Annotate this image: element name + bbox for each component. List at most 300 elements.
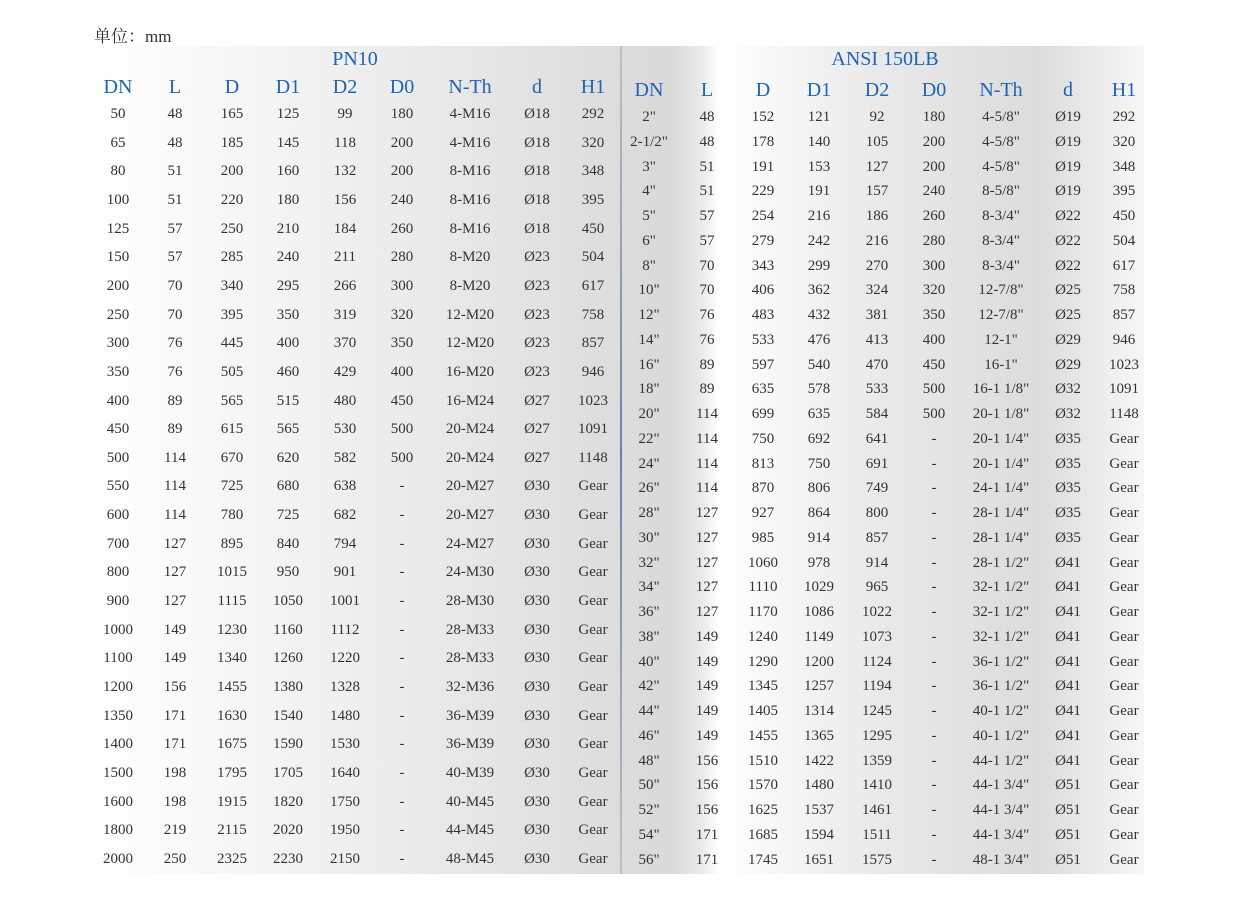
ansi150-cell: 1359 bbox=[862, 752, 892, 769]
ansi150-cell: 927 bbox=[751, 505, 775, 521]
pn10-cell: Gear bbox=[578, 564, 608, 581]
pn10-cell: 198 bbox=[163, 764, 187, 781]
pn10-cell: 1500 bbox=[103, 764, 133, 781]
ansi150-cell: 1745 bbox=[748, 851, 778, 868]
pn10-cell: 1795 bbox=[217, 764, 247, 781]
ansi150-cell: 1245 bbox=[862, 703, 892, 719]
pn10-cell: Ø30 bbox=[524, 822, 550, 839]
pn10-cell: 8-M16 bbox=[449, 163, 491, 180]
pn10-cell: 32-M36 bbox=[445, 679, 495, 695]
pn10-cell: Gear bbox=[578, 822, 608, 839]
ansi150-cell: 1290 bbox=[748, 653, 778, 670]
pn10-cell: 89 bbox=[167, 392, 183, 409]
ansi150-cell: 1455 bbox=[748, 727, 778, 744]
ansi150-cell: Ø41 bbox=[1055, 678, 1081, 695]
pn10-cell: - bbox=[399, 679, 405, 695]
ansi150-cell: 28-1 1/2" bbox=[972, 554, 1030, 571]
ansi150-cell: 40-1 1/2" bbox=[972, 727, 1030, 744]
pn10-cell: Gear bbox=[578, 707, 608, 724]
pn10-cell: 127 bbox=[163, 593, 187, 610]
ansi150-cell: 40-1 1/2" bbox=[972, 703, 1030, 719]
pn10-cell: 680 bbox=[276, 478, 300, 495]
pn10-cell: 946 bbox=[581, 363, 605, 380]
ansi150-cell: Ø41 bbox=[1055, 752, 1081, 769]
pn10-cell: 1200 bbox=[103, 679, 133, 695]
ansi150-cell: 12-7/8" bbox=[978, 282, 1024, 299]
pn10-cell: 615 bbox=[220, 421, 244, 438]
ansi150-cell: 229 bbox=[751, 183, 775, 200]
ansi150-cell: 692 bbox=[807, 430, 831, 447]
pn10-cell: Ø18 bbox=[524, 191, 550, 208]
ansi150-cell: 57 bbox=[699, 208, 715, 224]
ansi150-cell: 699 bbox=[751, 406, 775, 422]
ansi150-cell: 240 bbox=[922, 183, 946, 200]
ansi150-cell: Gear bbox=[1109, 703, 1139, 719]
pn10-cell: 320 bbox=[581, 134, 605, 151]
section-divider bbox=[620, 46, 622, 874]
pn10-cell: 725 bbox=[220, 478, 244, 495]
ansi150-cell: - bbox=[931, 752, 937, 769]
pn10-cell: 48 bbox=[167, 106, 183, 122]
ansi150-cell: 1651 bbox=[804, 851, 834, 868]
pn10-cell: 24-M30 bbox=[445, 564, 495, 581]
pn10-cell: 1750 bbox=[330, 793, 360, 810]
ansi150-cell: 1022 bbox=[862, 604, 892, 620]
ansi150-cell: 171 bbox=[695, 851, 719, 868]
ansi150-cell: 4-5/8" bbox=[982, 133, 1020, 150]
pn10-cell: 530 bbox=[333, 421, 357, 438]
pn10-cell: 857 bbox=[581, 335, 605, 352]
ansi150-cell: 14" bbox=[638, 331, 660, 348]
ansi150-cell: 1575 bbox=[862, 851, 892, 868]
pn10-cell: - bbox=[399, 535, 405, 552]
ansi150-cell: Ø41 bbox=[1055, 554, 1081, 571]
pn10-cell: 1148 bbox=[578, 449, 608, 466]
pn10-cell: Ø30 bbox=[524, 850, 550, 867]
ansi150-cell: 1594 bbox=[804, 826, 834, 843]
ansi150-cell: Gear bbox=[1109, 455, 1139, 472]
ansi150-cell: 56" bbox=[638, 851, 660, 868]
pn10-cell: 950 bbox=[276, 564, 300, 581]
ansi150-cell: 857 bbox=[865, 529, 889, 546]
pn10-cell: 1100 bbox=[103, 650, 133, 667]
pn10-cell: 2000 bbox=[103, 850, 133, 867]
pn10-cell: 1160 bbox=[273, 621, 303, 638]
pn10-cell: 16-M24 bbox=[445, 392, 495, 409]
pn10-cell: 1112 bbox=[330, 621, 360, 638]
ansi150-title: ANSI 150LB bbox=[831, 48, 939, 70]
ansi150-cell: 280 bbox=[922, 232, 946, 249]
unit-label: 单位：mm bbox=[94, 27, 172, 46]
ansi150-cell: Ø41 bbox=[1055, 604, 1081, 620]
pn10-cell: 89 bbox=[167, 421, 183, 438]
ansi150-cell: 57 bbox=[699, 232, 715, 249]
pn10-cell: Ø30 bbox=[524, 621, 550, 638]
ansi150-cell: Gear bbox=[1109, 554, 1139, 571]
ansi150-cell: Ø51 bbox=[1055, 802, 1081, 818]
pn10-cell: 445 bbox=[220, 335, 244, 352]
ansi150-cell: 114 bbox=[696, 430, 718, 447]
pn10-cell: 1001 bbox=[330, 593, 360, 610]
ansi150-cell: 348 bbox=[1112, 158, 1136, 175]
ansi150-cell: 48 bbox=[699, 109, 715, 125]
pn10-cell: 2020 bbox=[273, 822, 303, 839]
ansi150-cell: 8-3/4" bbox=[982, 208, 1020, 224]
pn10-header-d2: D2 bbox=[332, 76, 358, 98]
pn10-cell: Ø30 bbox=[524, 679, 550, 695]
pn10-cell: 1400 bbox=[103, 736, 133, 753]
pn10-cell: 1630 bbox=[217, 707, 247, 724]
pn10-cell: 1705 bbox=[273, 764, 303, 781]
ansi150-cell: 1257 bbox=[804, 678, 834, 695]
ansi150-header-h1: H1 bbox=[1111, 79, 1137, 101]
ansi150-cell: 89 bbox=[699, 381, 715, 398]
pn10-cell: 1091 bbox=[578, 421, 608, 438]
pn10-cell: 1380 bbox=[273, 679, 303, 695]
ansi150-cell: 1461 bbox=[862, 802, 892, 818]
pn10-cell: 348 bbox=[581, 163, 605, 180]
pn10-cell: - bbox=[399, 793, 405, 810]
ansi150-cell: 18" bbox=[638, 381, 660, 398]
pn10-cell: 76 bbox=[167, 335, 183, 352]
ansi150-cell: 1200 bbox=[804, 653, 834, 670]
pn10-cell: Gear bbox=[578, 764, 608, 781]
ansi150-cell: 76 bbox=[699, 331, 715, 348]
ansi150-cell: 1149 bbox=[804, 628, 834, 645]
pn10-cell: 700 bbox=[106, 535, 130, 552]
ansi150-cell: 400 bbox=[922, 331, 946, 348]
ansi150-cell: 270 bbox=[865, 257, 889, 274]
pn10-cell: Gear bbox=[578, 535, 608, 552]
ansi150-cell: 1170 bbox=[748, 604, 778, 620]
ansi150-cell: 985 bbox=[751, 529, 775, 546]
ansi150-cell: Ø19 bbox=[1055, 133, 1081, 150]
ansi150-cell: 156 bbox=[695, 802, 719, 818]
pn10-cell: 149 bbox=[163, 650, 187, 667]
ansi150-cell: 749 bbox=[865, 480, 889, 497]
ansi150-cell: Gear bbox=[1109, 579, 1139, 596]
ansi150-cell: 44" bbox=[638, 703, 660, 719]
ansi150-cell: Gear bbox=[1109, 529, 1139, 546]
pn10-cell: 48-M45 bbox=[445, 850, 495, 867]
pn10-cell: 292 bbox=[581, 106, 605, 122]
pn10-cell: - bbox=[399, 764, 405, 781]
pn10-cell: 2115 bbox=[217, 822, 247, 839]
ansi150-cell: 52" bbox=[638, 802, 660, 818]
ansi150-cell: 2" bbox=[642, 109, 656, 125]
pn10-header-dn: DN bbox=[103, 76, 133, 98]
ansi150-cell: 20-1 1/8" bbox=[972, 406, 1030, 422]
pn10-cell: Gear bbox=[578, 793, 608, 810]
ansi150-cell: Ø51 bbox=[1055, 826, 1081, 843]
pn10-cell: 2230 bbox=[273, 850, 303, 867]
ansi150-cell: 114 bbox=[696, 406, 718, 422]
pn10-cell: Ø23 bbox=[524, 277, 550, 294]
pn10-cell: 149 bbox=[163, 621, 187, 638]
ansi150-cell: 152 bbox=[751, 109, 775, 125]
ansi150-cell: 540 bbox=[807, 356, 831, 373]
ansi150-cell: 242 bbox=[807, 232, 831, 249]
pn10-header-d1: D1 bbox=[275, 76, 301, 98]
pn10-cell: 450 bbox=[581, 220, 605, 237]
pn10-cell: 505 bbox=[220, 363, 244, 380]
ansi150-cell: 260 bbox=[922, 208, 946, 224]
pn10-cell: 145 bbox=[276, 134, 300, 151]
pn10-cell: 240 bbox=[390, 191, 414, 208]
ansi150-cell: - bbox=[931, 678, 937, 695]
ansi150-cell: 1345 bbox=[748, 678, 778, 695]
pn10-cell: 16-M20 bbox=[445, 363, 495, 380]
pn10-cell: 12-M20 bbox=[445, 335, 495, 352]
ansi150-cell: - bbox=[931, 579, 937, 596]
ansi150-cell: 1240 bbox=[748, 628, 778, 645]
ansi150-cell: Ø19 bbox=[1055, 109, 1081, 125]
pn10-cell: 300 bbox=[106, 335, 130, 352]
pn10-cell: 565 bbox=[276, 421, 300, 438]
pn10-cell: 51 bbox=[167, 163, 183, 180]
pn10-cell: 8-M16 bbox=[449, 191, 491, 208]
pn10-cell: 500 bbox=[390, 421, 414, 438]
ansi150-cell: 12-1" bbox=[984, 331, 1018, 348]
ansi150-cell: 149 bbox=[695, 653, 719, 670]
ansi150-cell: Ø25 bbox=[1055, 282, 1081, 299]
ansi150-cell: 3" bbox=[642, 158, 656, 175]
ansi150-cell: 381 bbox=[865, 307, 889, 323]
pn10-cell: 99 bbox=[337, 106, 353, 122]
pn10-cell: Ø30 bbox=[524, 564, 550, 581]
ansi150-cell: 32-1 1/2" bbox=[972, 628, 1030, 645]
ansi150-cell: 635 bbox=[807, 406, 831, 422]
ansi150-cell: 1060 bbox=[748, 554, 778, 571]
ansi150-cell: 1148 bbox=[1109, 406, 1139, 422]
ansi150-cell: 42" bbox=[638, 678, 660, 695]
pn10-cell: 1015 bbox=[217, 564, 247, 581]
pn10-cell: 200 bbox=[390, 134, 414, 151]
pn10-cell: 400 bbox=[276, 335, 300, 352]
ansi150-header-d: d bbox=[1063, 79, 1073, 101]
ansi150-cell: 800 bbox=[865, 505, 889, 521]
ansi150-cell: Ø51 bbox=[1055, 851, 1081, 868]
pn10-cell: 28-M33 bbox=[445, 621, 495, 638]
ansi150-cell: 864 bbox=[807, 505, 831, 521]
pn10-cell: 670 bbox=[220, 449, 244, 466]
ansi150-cell: 36" bbox=[638, 604, 660, 620]
ansi150-cell: 1625 bbox=[748, 802, 778, 818]
ansi150-cell: 500 bbox=[922, 406, 946, 422]
pn10-header-d: d bbox=[532, 76, 542, 98]
pn10-cell: 160 bbox=[276, 163, 300, 180]
ansi150-cell: - bbox=[931, 727, 937, 744]
ansi150-cell: 44-1 1/2" bbox=[972, 752, 1030, 769]
ansi150-cell: 578 bbox=[807, 381, 831, 398]
ansi150-cell: 476 bbox=[807, 331, 831, 348]
ansi150-cell: 750 bbox=[751, 430, 775, 447]
ansi150-cell: 191 bbox=[807, 183, 831, 200]
ansi150-cell: 34" bbox=[638, 579, 660, 596]
pn10-title: PN10 bbox=[332, 48, 378, 70]
pn10-cell: 900 bbox=[106, 593, 130, 610]
ansi150-cell: 48 bbox=[699, 133, 715, 150]
pn10-cell: 114 bbox=[164, 449, 186, 466]
pn10-cell: 1260 bbox=[273, 650, 303, 667]
ansi150-cell: 254 bbox=[751, 208, 775, 224]
ansi150-cell: Ø35 bbox=[1055, 430, 1081, 447]
pn10-cell: Ø30 bbox=[524, 793, 550, 810]
pn10-cell: 210 bbox=[276, 220, 300, 237]
pn10-cell: 132 bbox=[333, 163, 357, 180]
pn10-cell: 51 bbox=[167, 191, 183, 208]
pn10-cell: 350 bbox=[106, 363, 130, 380]
ansi150-cell: - bbox=[931, 554, 937, 571]
pn10-cell: Ø18 bbox=[524, 163, 550, 180]
ansi150-cell: 149 bbox=[695, 727, 719, 744]
pn10-cell: 1455 bbox=[217, 679, 247, 695]
ansi150-cell: 1685 bbox=[748, 826, 778, 843]
ansi150-cell: 641 bbox=[865, 430, 889, 447]
ansi150-cell: 1422 bbox=[804, 752, 834, 769]
ansi150-cell: 44-1 3/4" bbox=[972, 826, 1030, 843]
ansi150-cell: 4-5/8" bbox=[982, 109, 1020, 125]
ansi150-cell: Ø29 bbox=[1055, 356, 1081, 373]
ansi150-cell: - bbox=[931, 505, 937, 521]
ansi150-cell: 857 bbox=[1112, 307, 1136, 323]
ansi150-cell: Ø35 bbox=[1055, 455, 1081, 472]
pn10-cell: 8-M20 bbox=[449, 249, 491, 266]
pn10-cell: 400 bbox=[106, 392, 130, 409]
ansi150-cell: 1365 bbox=[804, 727, 834, 744]
ansi150-cell: 914 bbox=[865, 554, 889, 571]
pn10-cell: 800 bbox=[106, 564, 130, 581]
ansi150-cell: - bbox=[931, 703, 937, 719]
pn10-cell: 504 bbox=[581, 249, 605, 266]
ansi150-cell: 46" bbox=[638, 727, 660, 744]
ansi150-cell: Gear bbox=[1109, 727, 1139, 744]
ansi150-cell: Ø41 bbox=[1055, 653, 1081, 670]
ansi150-cell: 1091 bbox=[1109, 381, 1139, 398]
ansi150-cell: Ø51 bbox=[1055, 777, 1081, 794]
ansi150-cell: 8" bbox=[642, 257, 656, 274]
ansi150-cell: 584 bbox=[865, 406, 889, 422]
ansi150-cell: Ø32 bbox=[1055, 406, 1081, 422]
pn10-cell: 40-M39 bbox=[445, 764, 495, 781]
ansi150-cell: 292 bbox=[1112, 109, 1136, 125]
pn10-cell: 617 bbox=[581, 277, 605, 294]
pn10-cell: 100 bbox=[106, 191, 130, 208]
pn10-cell: Ø30 bbox=[524, 736, 550, 753]
pn10-cell: 1328 bbox=[330, 679, 360, 695]
ansi150-cell: 32" bbox=[638, 554, 660, 571]
pn10-cell: 20-M27 bbox=[445, 507, 495, 524]
ansi150-cell: - bbox=[931, 480, 937, 497]
ansi150-cell: 149 bbox=[695, 678, 719, 695]
pn10-cell: Gear bbox=[578, 679, 608, 695]
ansi150-cell: 279 bbox=[751, 232, 775, 249]
pn10-cell: 40-M45 bbox=[445, 793, 495, 810]
ansi150-cell: 28-1 1/4" bbox=[972, 505, 1030, 521]
ansi150-header-d: D bbox=[755, 79, 771, 101]
ansi150-cell: 533 bbox=[865, 381, 889, 398]
ansi150-cell: 533 bbox=[751, 331, 775, 348]
pn10-cell: 20-M24 bbox=[445, 421, 495, 438]
ansi150-cell: 50" bbox=[638, 777, 660, 794]
ansi150-cell: 149 bbox=[695, 703, 719, 719]
pn10-cell: 150 bbox=[106, 249, 130, 266]
pn10-cell: 118 bbox=[334, 134, 356, 151]
ansi150-cell: 127 bbox=[695, 529, 719, 546]
pn10-cell: 125 bbox=[106, 220, 130, 237]
ansi150-cell: 450 bbox=[922, 356, 946, 373]
ansi150-cell: 1086 bbox=[804, 604, 834, 620]
ansi150-cell: 178 bbox=[751, 133, 775, 150]
pn10-cell: 780 bbox=[220, 507, 244, 524]
ansi150-cell: Ø22 bbox=[1055, 232, 1081, 249]
ansi150-cell: 1480 bbox=[804, 777, 834, 794]
ansi150-header-dn: DN bbox=[634, 79, 664, 101]
ansi150-cell: 16-1 1/8" bbox=[972, 381, 1030, 398]
ansi150-cell: 44-1 3/4" bbox=[972, 777, 1030, 794]
ansi150-cell: 6" bbox=[642, 232, 656, 249]
ansi150-cell: 806 bbox=[807, 480, 831, 497]
ansi150-cell: 157 bbox=[865, 183, 889, 200]
ansi150-cell: 92 bbox=[869, 109, 885, 125]
pn10-cell: 76 bbox=[167, 363, 183, 380]
pn10-cell: 36-M39 bbox=[445, 707, 495, 724]
ansi150-cell: - bbox=[931, 802, 937, 818]
pn10-cell: 295 bbox=[276, 277, 300, 294]
pn10-cell: Ø18 bbox=[524, 134, 550, 151]
pn10-cell: 285 bbox=[220, 249, 244, 266]
ansi150-cell: 750 bbox=[807, 455, 831, 472]
pn10-cell: Ø23 bbox=[524, 306, 550, 323]
ansi150-header-d1: D1 bbox=[806, 79, 832, 101]
pn10-cell: - bbox=[399, 822, 405, 839]
ansi150-cell: 1124 bbox=[862, 653, 892, 670]
ansi150-cell: 48" bbox=[638, 752, 660, 769]
pn10-cell: 50 bbox=[110, 106, 126, 122]
pn10-cell: 266 bbox=[333, 277, 357, 294]
ansi150-cell: 24" bbox=[638, 455, 660, 472]
pn10-cell: 725 bbox=[276, 507, 300, 524]
pn10-cell: 156 bbox=[333, 191, 357, 208]
ansi150-cell: 36-1 1/2" bbox=[972, 653, 1030, 670]
pn10-cell: 1350 bbox=[103, 707, 133, 724]
ansi150-cell: 1073 bbox=[862, 628, 892, 645]
ansi150-cell: 20-1 1/4" bbox=[972, 430, 1030, 447]
pn10-cell: 127 bbox=[163, 535, 187, 552]
ansi150-cell: 156 bbox=[695, 777, 719, 794]
ansi150-cell: 30" bbox=[638, 529, 660, 546]
ansi150-cell: Gear bbox=[1109, 678, 1139, 695]
ansi150-cell: 127 bbox=[865, 158, 889, 175]
ansi150-cell: 156 bbox=[695, 752, 719, 769]
ansi150-cell: 16" bbox=[638, 356, 660, 373]
ansi150-cell: 395 bbox=[1112, 183, 1136, 200]
pn10-cell: 184 bbox=[333, 220, 357, 237]
pn10-cell: - bbox=[399, 707, 405, 724]
pn10-cell: - bbox=[399, 478, 405, 495]
pn10-cell: 200 bbox=[390, 163, 414, 180]
ansi150-cell: 24-1 1/4" bbox=[972, 480, 1030, 497]
ansi150-cell: - bbox=[931, 430, 937, 447]
ansi150-cell: Ø29 bbox=[1055, 331, 1081, 348]
pn10-cell: 165 bbox=[220, 106, 244, 122]
ansi150-cell: Gear bbox=[1109, 826, 1139, 843]
ansi150-cell: Ø35 bbox=[1055, 480, 1081, 497]
ansi150-cell: Ø22 bbox=[1055, 257, 1081, 274]
ansi150-cell: Gear bbox=[1109, 505, 1139, 521]
ansi150-cell: 483 bbox=[751, 307, 775, 323]
pn10-header-l: L bbox=[168, 76, 182, 98]
